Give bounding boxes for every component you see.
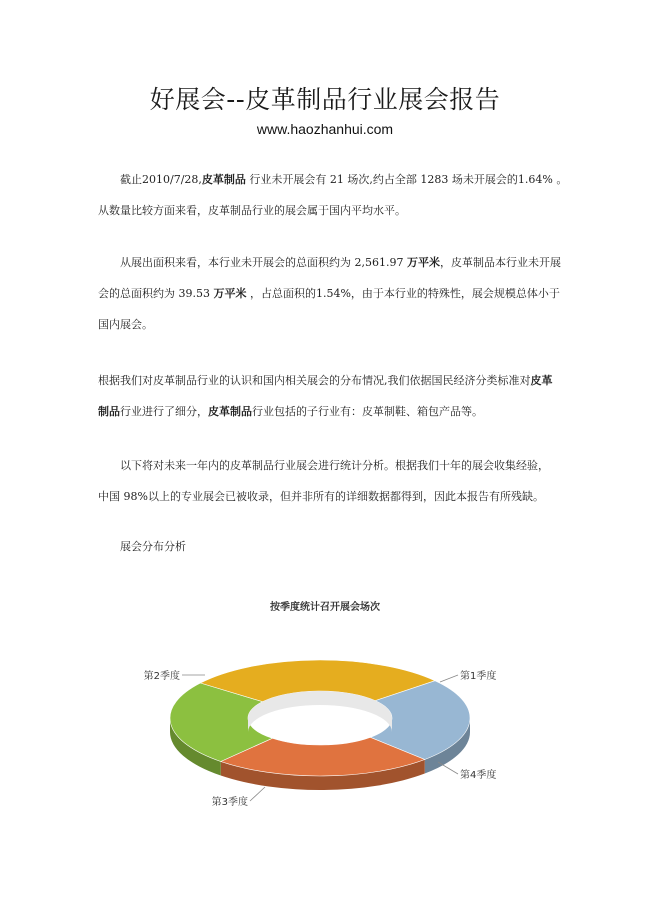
p1-industry: 皮革制品 (201, 173, 246, 186)
leader-line-2 (438, 762, 458, 774)
p1-text-c: 行业未开展会有 21 场次,约占全部 1283 场未开展会的1.64% 。 (245, 173, 568, 186)
p2-text-d: 会的总面积约为 39.53 (98, 287, 214, 300)
p3-text-a: 根据我们对皮革制品行业的认识和国内相关展会的分布情况,我们依据国民经济分类标准对 (98, 374, 531, 387)
slice-label-2: 第4季度 (460, 770, 497, 781)
p4-line-1: 以下将对未来一年内的皮革制品行业展会进行统计分析。根据我们十年的展会收集经验， (120, 459, 549, 472)
site-url[interactable]: www.haozhanhui.com (256, 121, 394, 137)
page-title: 好展会--皮革制品行业展会报告 (149, 85, 501, 114)
p2-unit-1: 万平米 (406, 256, 440, 269)
p2-line-3: 国内展会。 (98, 318, 153, 331)
p1-line-2: 从数量比较方面来看，皮革制品行业的展会属于国内平均水平。 (98, 204, 406, 217)
slice-label-3: 第3季度 (211, 797, 248, 808)
p3-bold-3: 皮革制品 (208, 405, 252, 418)
p2-text-a: 从展出面积来看，本行业未开展会的总面积约为 2,561.97 (120, 256, 407, 269)
slice-label-1: 第1季度 (460, 671, 497, 682)
p3-text-d: 行业包括的子行业有：皮革制鞋、箱包产品等。 (252, 405, 483, 418)
section-heading: 展会分布分析 (120, 540, 186, 553)
p2-unit-2: 万平米 (213, 287, 247, 300)
p1-text-a: 截止2010/7/28, (120, 173, 202, 186)
p2-text-c: ，皮革制品本行业未开展 (439, 256, 561, 269)
p3-bold-1: 皮革 (530, 374, 553, 387)
slice-label-4: 第2季度 (143, 671, 180, 682)
p4-line-2: 中国 98%以上的专业展会已被收录，但并非所有的详细数据都得到，因此本报告有所残缺。 (98, 490, 544, 503)
p3-bold-2: 制品 (98, 405, 120, 418)
chart-title: 按季度统计召开展会场次 (270, 602, 380, 613)
p3-text-b: 行业进行了细分， (120, 405, 208, 418)
leader-line-3 (250, 787, 265, 801)
leader-line-1 (440, 675, 458, 682)
p2-text-f: ，占总面积的1.54%，由于本行业的特殊性，展会规模总体小于 (246, 287, 560, 300)
